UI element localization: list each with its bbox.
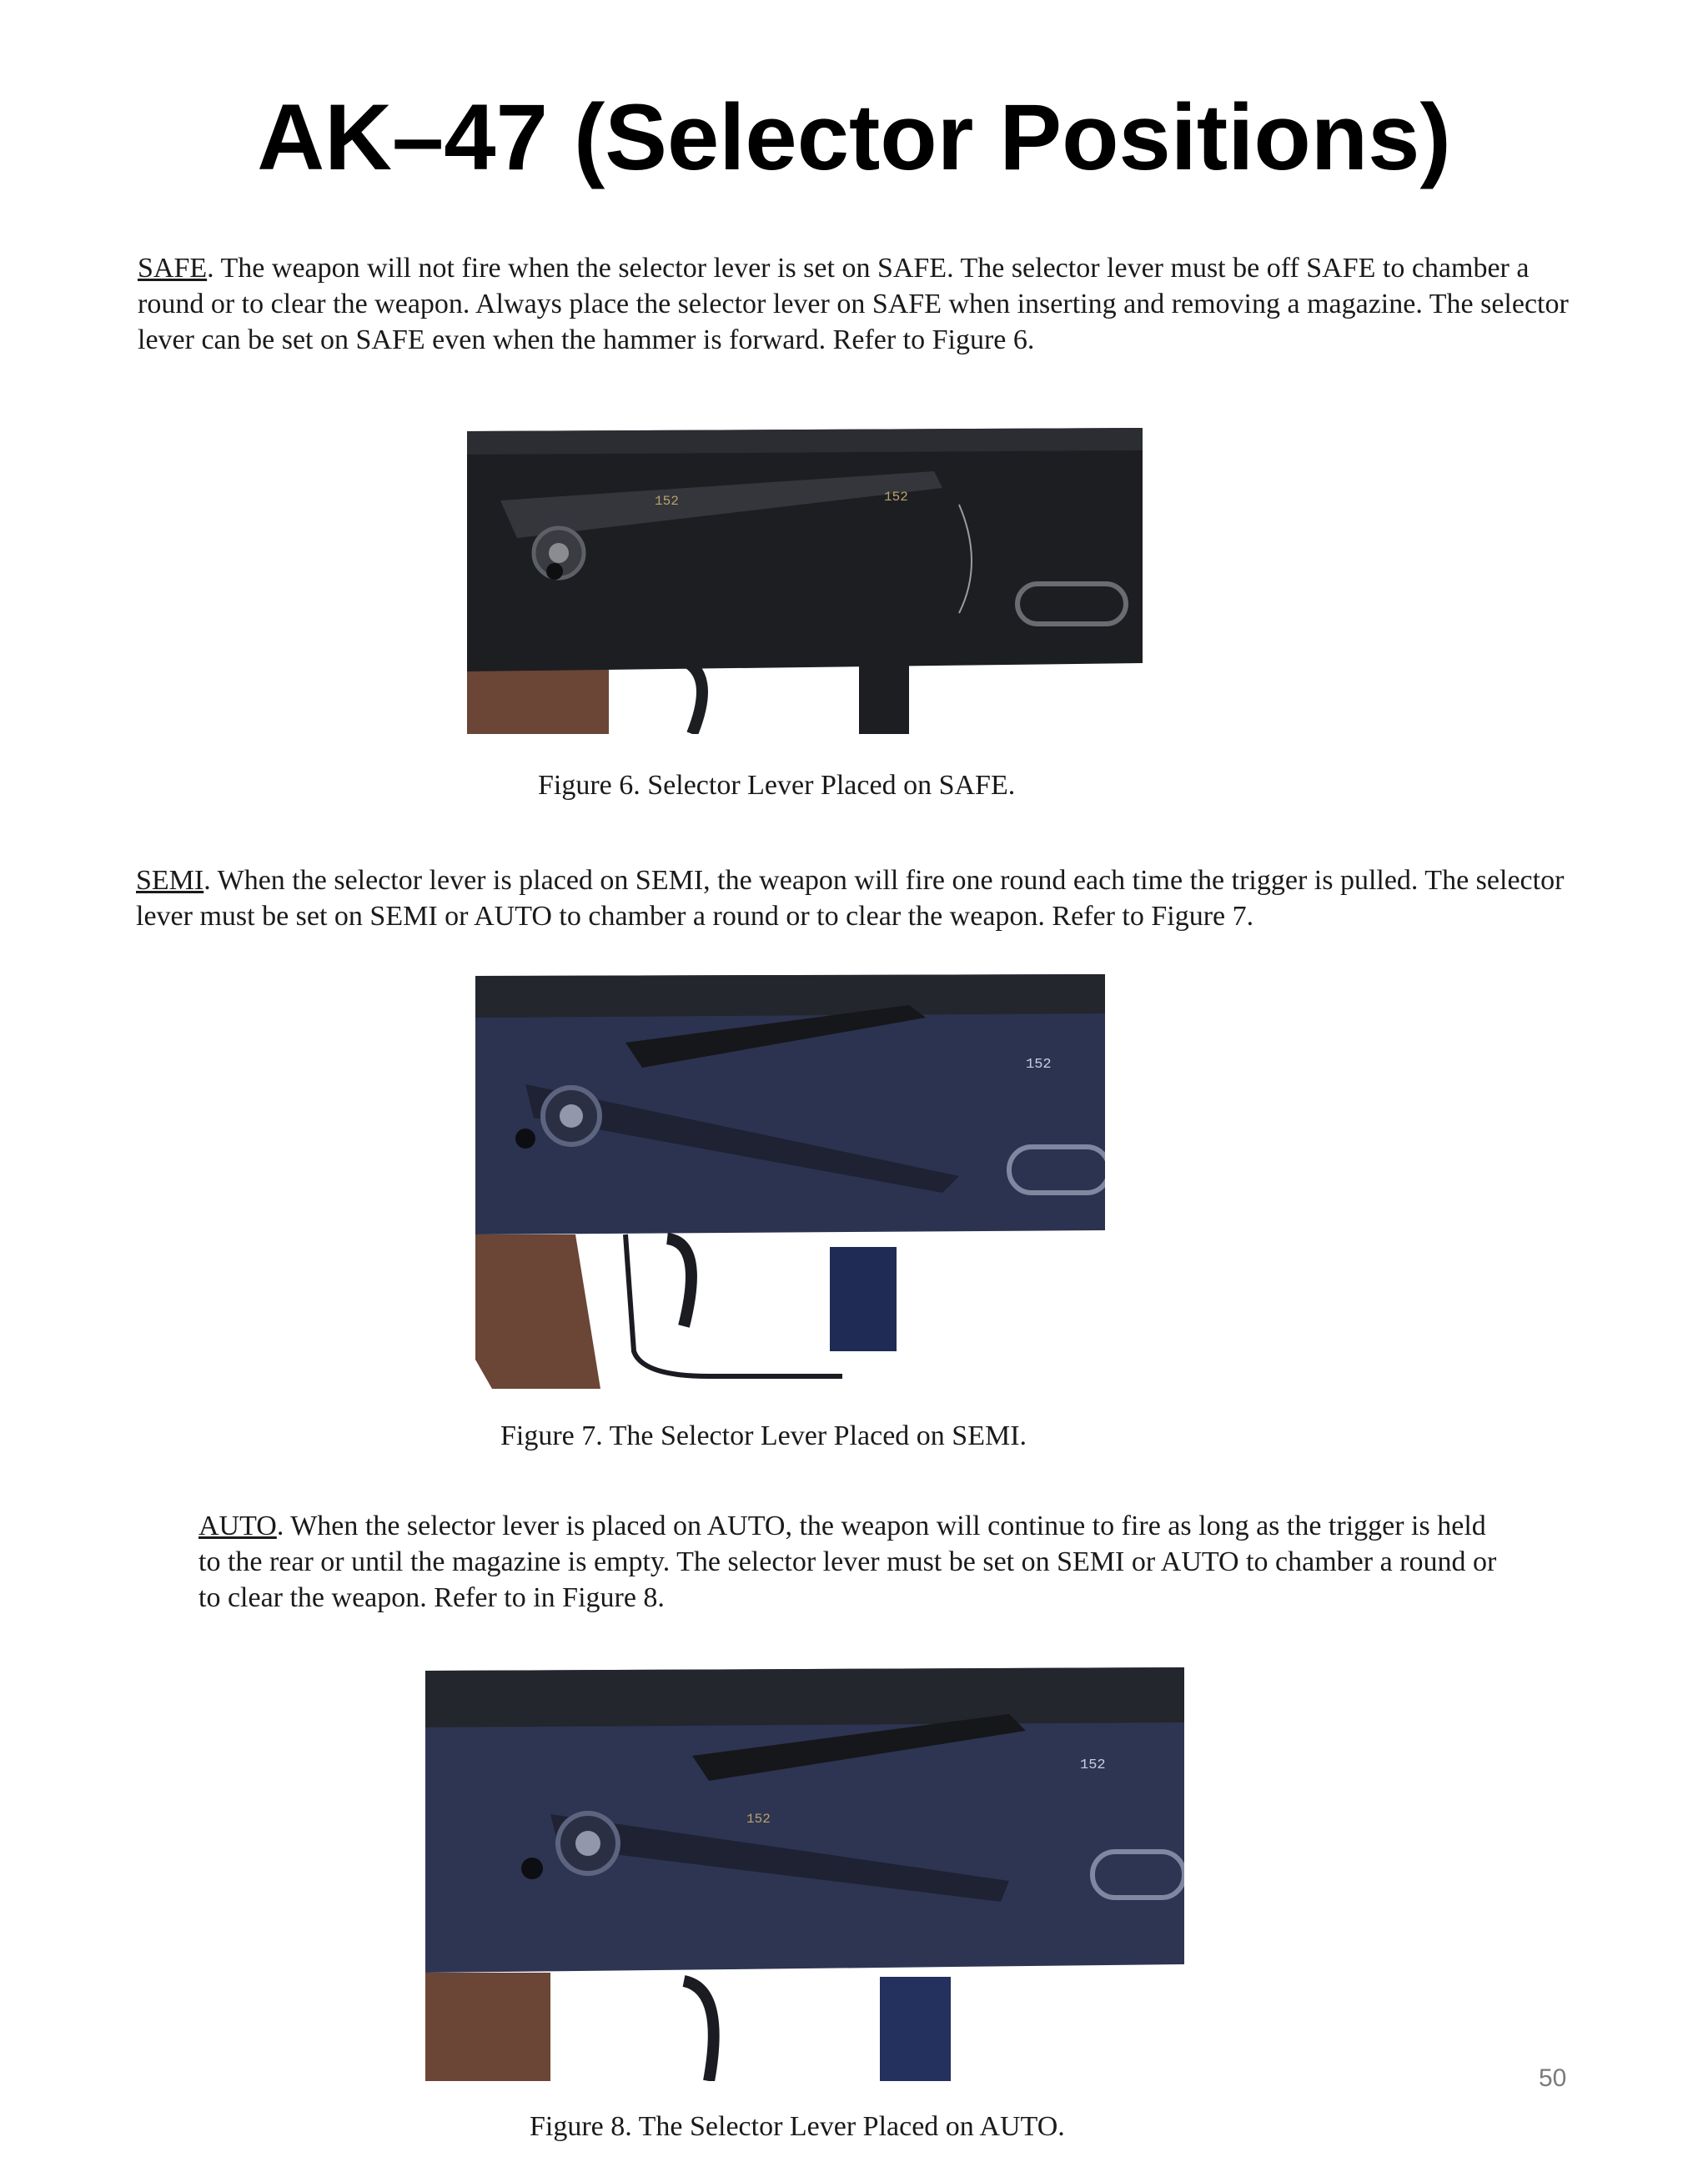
- fig8-stamp-2: 152: [746, 1812, 771, 1827]
- auto-lead: AUTO: [198, 1511, 277, 1541]
- figure-6-caption: Figure 6. Selector Lever Placed on SAFE.: [538, 770, 1016, 801]
- semi-text: . When the selector lever is placed on SEMI, the weapon will fire one round each time the trigger is pulled. The selector lever must be set on SEMI or AUTO to chamber a round or to clear the weapon. Refer to Figure 7.: [136, 865, 1565, 932]
- figure-7-caption: Figure 7. The Selector Lever Placed on SEMI.: [500, 1420, 1027, 1451]
- figure-6-photo: [467, 413, 1143, 734]
- safe-text: . The weapon will not fire when the selector lever is set on SAFE. The selector lever must be off SAFE to chamber a round or to clear the weapon. Always place the selector lever on SAFE when inserting and removing a magazine. The selector lever can be set on SAFE even when the hammer is forward. Refer to Figure 6.: [138, 253, 1569, 355]
- page-title: AK–47 (Selector Positions): [257, 85, 1451, 189]
- figure-8-caption: Figure 8. The Selector Lever Placed on AUTO.: [530, 2111, 1065, 2142]
- semi-paragraph: [136, 862, 1570, 934]
- figure-7-photo: [475, 968, 1105, 1389]
- auto-paragraph: [198, 1508, 1508, 1616]
- page-number: 50: [1539, 2064, 1567, 2092]
- safe-paragraph: [138, 250, 1572, 358]
- fig7-stamp: 152: [1026, 1057, 1052, 1073]
- semi-lead: SEMI: [136, 865, 204, 896]
- safe-lead: SAFE: [138, 253, 208, 284]
- fig8-stamp-1: 152: [1080, 1757, 1106, 1773]
- fig6-stamp-2: 152: [884, 490, 908, 505]
- fig6-stamp-1: 152: [655, 494, 679, 509]
- figure-8-photo: [425, 1664, 1184, 2081]
- auto-text: . When the selector lever is placed on AUTO, the weapon will continue to fire as long as the trigger is held to the rear or until the magazine is empty. The selector lever must be set on SEMI or AUTO to chamber a round or to clear the weapon. Refer to in Figure 8.: [198, 1511, 1497, 1613]
